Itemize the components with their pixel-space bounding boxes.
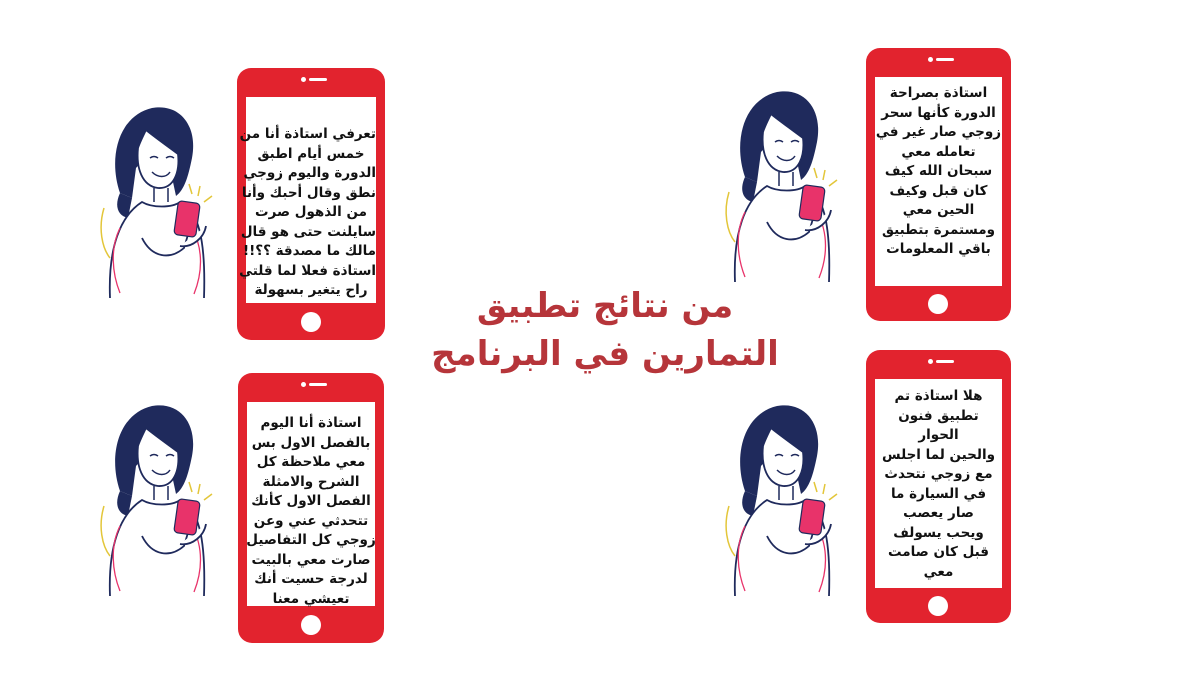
home-button [301, 615, 321, 635]
page-title [420, 282, 790, 378]
testimonial-text-1: تعرفي استاذة أنا من خمس أيام اطبق الدورة واليوم زوجي نطق وقال أحبك وأنا من الذهول صرت سايلنت حتى هو قال مالك ما مصدقة ؟؟!! استاذة فعلا لما قلتي راح يتغير بسهولة [239, 126, 376, 298]
woman-with-phone-illustration [705, 82, 845, 282]
home-button [928, 596, 948, 616]
woman-with-phone-illustration [705, 396, 845, 596]
home-button [928, 294, 948, 314]
testimonial-text-3: استاذة بصراحة الدورة كأنها سحر زوجي صار غير في تعامله معي سبحان الله كيف كان قبل وكيف الحين معي ومستمرة بتطبيق باقي المعلومات [875, 85, 1002, 257]
woman-with-phone-illustration [80, 98, 220, 298]
title-line-2: التمارين في البرنامج [431, 334, 779, 374]
woman-with-phone-illustration [80, 396, 220, 596]
title-line-1: من نتائج تطبيق [476, 286, 734, 326]
testimonial-text-4: هلا استاذة تم تطبيق فنون الحوار والحين لما اجلس مع زوجي نتحدث في السيارة ما صار يعصب ويحب يسولف قبل كان صامت معي [881, 388, 996, 580]
home-button [301, 312, 321, 332]
testimonial-text-2: استاذة أنا اليوم بالفصل الاول بس معي ملاحظة كل الشرح والامثلة الفصل الاول كأنك تتحدثي عني وعن زوجي كل التفاصيل صارت معي بالبيت لدرجة حسيت أنك تعيشي معنا [246, 415, 376, 607]
